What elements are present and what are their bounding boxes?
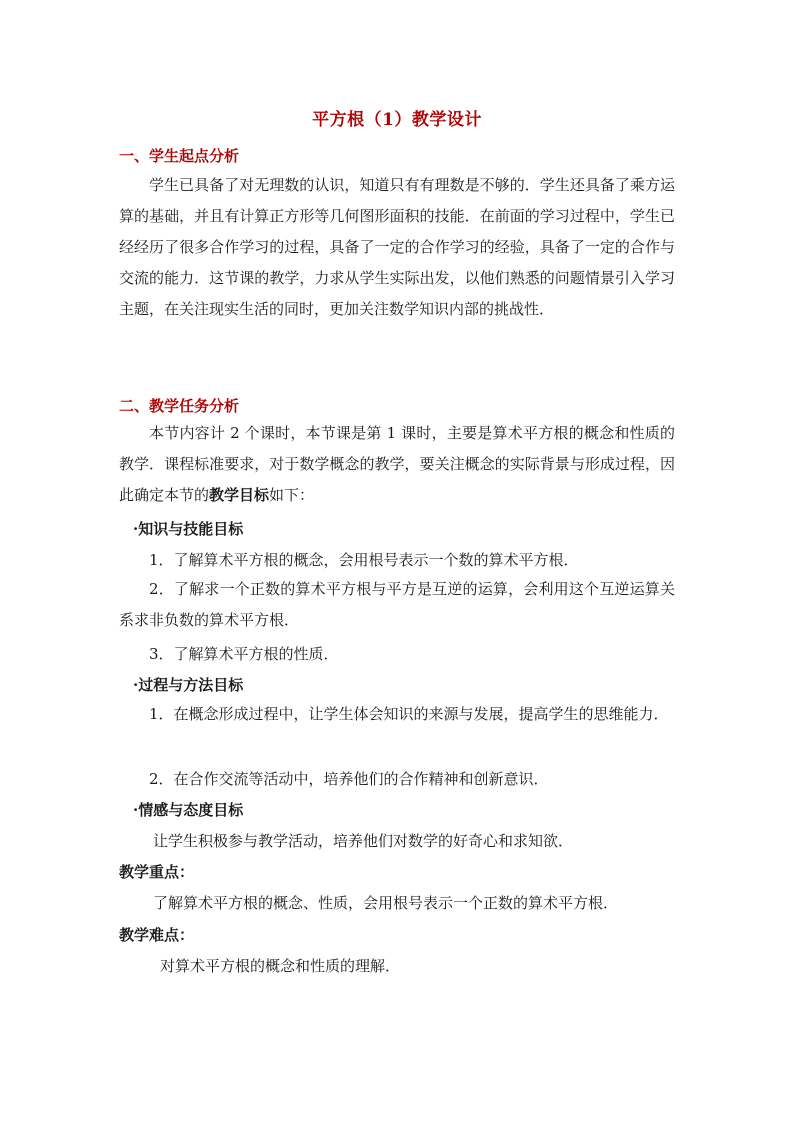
process-goals-heading: ·过程与方法目标 — [133, 676, 244, 694]
knowledge-goal-item-2: 2．了解求一个正数的算术平方根与平方是互逆的运算，会利用这个互逆运算关系求非负数的算术平方根． — [119, 580, 675, 629]
intro-text-before: 本节内容计 2 个课时，本节课是第 1 课时，主要是算术平方根的概念和性质的教学．课程标准要求，对于数学概念的教学，要关注概念的实际背景与形成过程，因此确定本节的 — [119, 424, 675, 504]
knowledge-goals-heading: ·知识与技能目标 — [133, 520, 244, 538]
section-heading-task-analysis: 二、教学任务分析 — [119, 397, 240, 415]
process-goal-item-2: 2．在合作交流等活动中，培养他们的合作精神和创新意识． — [149, 770, 549, 788]
difficulty-text: 对算术平方根的概念和性质的理解． — [160, 957, 401, 975]
page-title: 平方根（1）教学设计 — [312, 110, 482, 130]
intro-teaching-goals-bold: 教学目标 — [209, 486, 270, 504]
task-analysis-intro — [119, 418, 675, 511]
student-analysis-paragraph: 学生已具备了对无理数的认识，知道只有有理数是不够的．学生还具备了乘方运算的基础，并且有计算正方形等几何图形面积的技能．在前面的学习过程中，学生已经经历了很多合作学习的过程，具备了一定的合作学习的经验，具备了一定的合作与交流的能力．这节课的教学，力求从学生实际出发，以他们熟悉的问题情景引入学习主题，在关注现实生活的同时，更加关注数学知识内部的挑战性． — [119, 176, 675, 318]
key-point-heading: 教学重点： — [119, 863, 195, 881]
intro-text-after: 如下： — [269, 486, 315, 504]
knowledge-goal-item-3: 3．了解算术平方根的性质． — [149, 645, 339, 663]
emotion-goal-text: 让学生积极参与教学活动，培养他们对数学的好奇心和求知欲． — [153, 832, 574, 850]
process-goal-item-1: 1．在概念形成过程中，让学生体会知识的来源与发展，提高学生的思维能力． — [149, 705, 669, 723]
section-heading-student-analysis: 一、学生起点分析 — [119, 147, 240, 165]
emotion-goals-heading: ·情感与态度目标 — [133, 801, 244, 819]
knowledge-goal-item-1: 1．了解算术平方根的概念，会用根号表示一个数的算术平方根． — [149, 551, 579, 569]
key-point-text: 了解算术平方根的概念、性质，会用根号表示一个正数的算术平方根． — [153, 894, 619, 912]
difficulty-heading: 教学难点： — [119, 926, 195, 944]
